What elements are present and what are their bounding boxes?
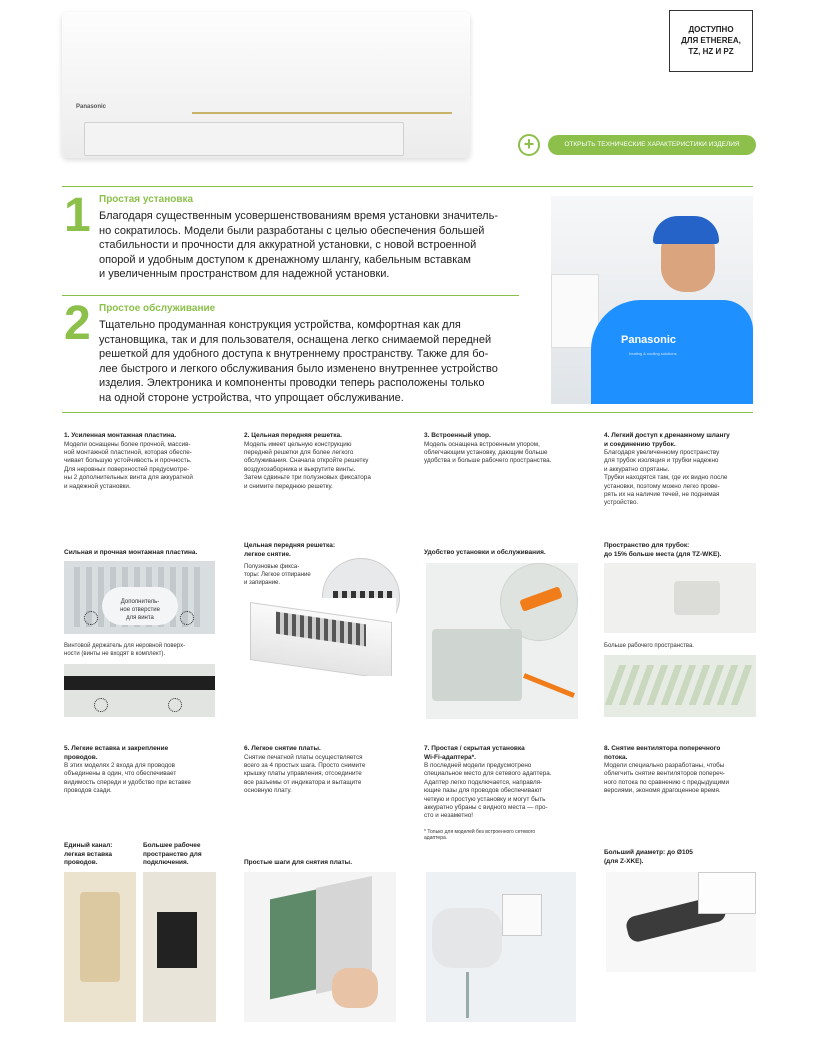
- text-line: проводов сзади.: [64, 787, 112, 795]
- text-line: сто и незаметно!: [424, 812, 473, 820]
- text-line: Модели оснащены более прочной, массив-: [64, 440, 191, 448]
- feature-text: [604, 762, 764, 796]
- section-text: [99, 318, 539, 405]
- section-text: [99, 209, 539, 282]
- text-line: устройство.: [604, 499, 639, 507]
- feature-4: [604, 432, 764, 508]
- caption-connection-space: [143, 842, 202, 868]
- text-line: опорой и удобным доступом к дренажному шлангу, кабельным вставкам: [99, 253, 471, 266]
- text-line: Дополнитель-: [120, 599, 160, 605]
- text-line: удобства и больше рабочего пространства.: [424, 457, 552, 465]
- text-line: основную плату.: [244, 787, 292, 795]
- section-title: Простое обслуживание: [99, 303, 216, 314]
- callout-screw-hole: [104, 598, 176, 622]
- text-line: передней решетки для более легкого: [244, 448, 354, 456]
- text-line: * Только для моделей без встроенного сетевого: [424, 828, 536, 835]
- text-line: четкую и простую установку и могут быть: [424, 795, 546, 803]
- text-line: Большее рабочее: [143, 842, 201, 849]
- availability-line: TZ, HZ И PZ: [688, 47, 734, 56]
- work-space-photo: [604, 655, 756, 717]
- text-line: ной монтажной пластиной, которая обеспе-: [64, 448, 192, 456]
- screw-holder-photo: [64, 664, 215, 717]
- pcb-removal-photo: [244, 872, 396, 1022]
- caption-work-space: Больше рабочего пространства.: [604, 643, 694, 649]
- text-line: ного потока по сравнению с предыдущими: [604, 778, 729, 786]
- text-line: подключения.: [143, 859, 189, 866]
- plus-icon[interactable]: +: [518, 134, 540, 156]
- callout-latches: [244, 563, 334, 587]
- text-line: и увеличенным пространством для надежной установки.: [99, 268, 390, 280]
- tech-specs-label[interactable]: ОТКРЫТЬ ТЕХНИЧЕСКИЕ ХАРАКТЕРИСТИКИ ИЗДЕЛИЯ: [548, 135, 756, 155]
- text-line: обслуживания. Сначала откройте решетку: [244, 457, 369, 465]
- screw-hole-marker: [84, 611, 98, 625]
- text-line: Пространство для трубок:: [604, 542, 690, 549]
- feature-title: 6. Легкое снятие платы.: [244, 745, 321, 752]
- channel-detail: [80, 892, 120, 982]
- text-line: 4. Легкий доступ к дренажному шлангу: [604, 432, 730, 439]
- caption-convenience: Удобство установки и обслуживания.: [424, 549, 546, 556]
- pipe-space-photo: [604, 563, 756, 633]
- text-line: В последней модели предусмотрено: [424, 762, 532, 769]
- shirt-subtitle: heating & cooling solutions: [629, 351, 677, 356]
- feature-title: 1. Усиленная монтажная пластина.: [64, 432, 177, 439]
- text-line: воздухозаборника и выкрутите винты.: [244, 465, 356, 473]
- text-line: и запирание.: [244, 580, 281, 586]
- text-line: до 15% больше места (для TZ-WKE).: [604, 550, 722, 558]
- feature-8: [604, 745, 764, 796]
- caption-front-grille: [244, 542, 335, 559]
- terminal-block: [157, 912, 197, 968]
- text-line: Тщательно продуманная конструкция устройства, комфортная как для: [99, 319, 461, 331]
- text-line: проводов.: [64, 859, 98, 866]
- caption-fan-diameter: [604, 849, 693, 866]
- text-line: ности (винты не входят в комплект).: [64, 651, 166, 657]
- section-number: 1: [64, 189, 91, 242]
- caption-pcb-steps: Простые шаги для снятия платы.: [244, 859, 353, 866]
- screw-hole-marker: [180, 611, 194, 625]
- availability-line: ДЛЯ ETHEREA,: [681, 36, 741, 45]
- text-line: Для неровных поверхностей предусмотре-: [64, 465, 190, 473]
- text-line: лее быстрого и легкого обслуживания было изменено внутреннее устройство: [99, 362, 498, 375]
- text-line: облегчить снятие вентиляторов попереч-: [604, 770, 725, 778]
- text-line: Затем сдвиньте три полузновых фиксатора: [244, 474, 371, 482]
- divider: [62, 186, 753, 187]
- text-line: стабильности и прочности для аккуратной установки, с новой встроенной: [99, 239, 477, 251]
- screw-marker: [94, 698, 108, 712]
- text-line: легкая вставка: [64, 850, 112, 858]
- orange-support: [523, 673, 575, 698]
- fan-removal-photo: [606, 872, 756, 972]
- text-line: облегчающим установку, дающим больше: [424, 448, 548, 456]
- text-line: все разъемы от индикатора и вытащите: [244, 778, 362, 786]
- feature-title: 2. Цельная передняя решетка.: [244, 432, 342, 439]
- text-line: пространство для: [143, 850, 202, 858]
- divider: [62, 295, 519, 296]
- text-line: крышку платы управления, отсоедините: [244, 770, 362, 778]
- text-line: 7. Простая / скрытая установка: [424, 745, 525, 752]
- text-line: специальное место для сетевого адаптера.: [424, 770, 552, 778]
- text-line: 5. Легкие вставка и закрепление: [64, 745, 169, 752]
- text-line: Wi-Fi-адаптера*.: [424, 753, 476, 761]
- text-line: решеткой для удобного доступа к внутреннему пространству. Также для бо-: [99, 348, 489, 360]
- feature-title: [424, 745, 589, 762]
- text-line: для трубок изоляция и трубки надежно: [604, 457, 719, 465]
- text-line: всего за 4 простых шага. Просто снимите: [244, 761, 366, 769]
- section-title: Простая установка: [99, 194, 194, 205]
- text-line: Цельная передняя решетка:: [244, 542, 336, 549]
- text-line: и снимите переднюю решетку.: [244, 482, 333, 490]
- text-line: Больший диаметр: до Ø105: [604, 849, 693, 856]
- pipe-detail: [674, 581, 720, 615]
- adapter-cable: [466, 972, 469, 1018]
- text-line: на одной стороне устройства, что упрощает обслуживание.: [99, 391, 404, 404]
- wire-channel-photo: [64, 872, 136, 1022]
- text-line: изделия. Электроника и компоненты проводки теперь расположены только: [99, 377, 485, 389]
- feature-title: [64, 745, 229, 762]
- text-line: но сократилось. Модели были разработаны с целью обеспечения большей: [99, 224, 485, 237]
- caption-mounting-plate: Сильная и прочная монтажная пластина.: [64, 549, 198, 556]
- text-line: и соединению трубок.: [604, 440, 676, 448]
- gloved-hand: [432, 908, 502, 968]
- text-line: (для Z-XKE).: [604, 857, 644, 865]
- tech-specs-button[interactable]: [518, 134, 756, 156]
- text-line: ное отверстие: [120, 607, 160, 613]
- installer-cap: [653, 216, 719, 244]
- text-line: Винтовой держатель для неровной поверх-: [64, 643, 186, 649]
- text-line: чивает большую устойчивость и прочность.: [64, 457, 192, 465]
- text-line: Снятие печатной платы осуществляется: [244, 753, 363, 761]
- text-line: объединены в один, что обеспечивает: [64, 770, 177, 778]
- text-line: 8. Снятие вентилятора поперечного: [604, 745, 721, 752]
- text-line: Модель имеет цельную конструкцию: [244, 440, 352, 448]
- text-line: Благодаря увеличенному пространству: [604, 449, 720, 456]
- hand: [332, 968, 378, 1008]
- feature-text: [604, 449, 764, 508]
- feature-title: 3. Встроенный упор.: [424, 432, 491, 439]
- screw-holder-caption: [64, 642, 224, 658]
- unit-accent-stripe: [192, 112, 452, 114]
- feature-text: [244, 441, 409, 491]
- feature-5: [64, 745, 229, 796]
- text-line: легкое снятие.: [244, 550, 291, 558]
- text-line: для винта: [126, 615, 154, 621]
- text-line: Модели специально разработаны, чтобы: [604, 762, 725, 769]
- feature-title: [604, 745, 764, 762]
- text-line: видимость спереди и удобство при вставке: [64, 778, 191, 786]
- text-line: аккуратно убраны с видного места — про-: [424, 804, 548, 812]
- text-line: ющие пазы для проводов обеспечивают: [424, 787, 542, 795]
- feature-text: [64, 441, 224, 491]
- text-line: потока.: [604, 753, 628, 761]
- availability-box: [669, 10, 753, 72]
- footnote: [424, 829, 589, 842]
- holder-bar: [64, 676, 215, 690]
- feature-3: [424, 432, 589, 466]
- section-number: 2: [64, 297, 91, 350]
- feature-1: [64, 432, 224, 491]
- divider: [62, 412, 753, 413]
- feature-text: [244, 754, 409, 796]
- text-line: и надежной установки.: [64, 482, 131, 490]
- shirt-logo: Panasonic: [621, 334, 677, 346]
- installer-photo: [551, 196, 753, 404]
- feature-title: [604, 432, 764, 449]
- text-line: установки, поэтому можно легко прове-: [604, 482, 720, 490]
- feature-7: [424, 745, 589, 842]
- unit-flap: [84, 122, 404, 156]
- feature-2: [244, 432, 409, 491]
- text-line: проводов.: [64, 753, 98, 761]
- text-line: адаптера.: [424, 835, 448, 842]
- text-line: Полузновые фикса-: [244, 564, 300, 570]
- unit-logo: Panasonic: [76, 104, 107, 110]
- text-line: и аккуратно спрятаны.: [604, 465, 670, 473]
- work-space-detail: [605, 665, 756, 705]
- mounting-plate-photo: [64, 561, 215, 634]
- text-line: рять их на наличие течей, не поднимая: [604, 491, 720, 499]
- text-line: Модель оснащена встроенным упором,: [424, 440, 540, 448]
- caption-single-channel: [64, 842, 112, 868]
- unit-housing: [698, 872, 756, 914]
- unit-internals: [432, 629, 522, 701]
- indoor-unit-open-photo: [246, 598, 396, 676]
- pcb-board: [270, 889, 320, 1000]
- air-conditioner-photo: [62, 12, 470, 158]
- caption-pipe-space: [604, 542, 721, 559]
- text-line: Трубки находятся там, где их видно после: [604, 474, 728, 482]
- text-line: ны 2 дополнительных винта для аккуратной: [64, 474, 193, 482]
- feature-text: [424, 762, 589, 821]
- feature-6: [244, 745, 409, 796]
- text-line: Благодаря существенным усовершенствованиям время установки значитель-: [99, 210, 498, 222]
- wifi-adapter: [502, 894, 542, 936]
- text-line: Адаптер легко подключается, направля-: [424, 778, 543, 786]
- screw-marker: [168, 698, 182, 712]
- text-line: торы: Легкое отпирание: [244, 572, 311, 578]
- terminal-block-photo: [143, 872, 216, 1022]
- text-line: Единый канал:: [64, 842, 113, 849]
- feature-text: [64, 762, 229, 796]
- installation-photo: [426, 563, 578, 719]
- text-line: В этих моделях 2 входа для проводов: [64, 762, 176, 769]
- feature-text: [424, 441, 589, 466]
- availability-line: ДОСТУПНО: [688, 25, 734, 34]
- wifi-adapter-photo: [426, 872, 576, 1022]
- text-line: версиями, экономя драгоценное время.: [604, 787, 721, 795]
- text-line: установщика, так и для пользователя, оснащена легко снимаемой передней: [99, 333, 492, 346]
